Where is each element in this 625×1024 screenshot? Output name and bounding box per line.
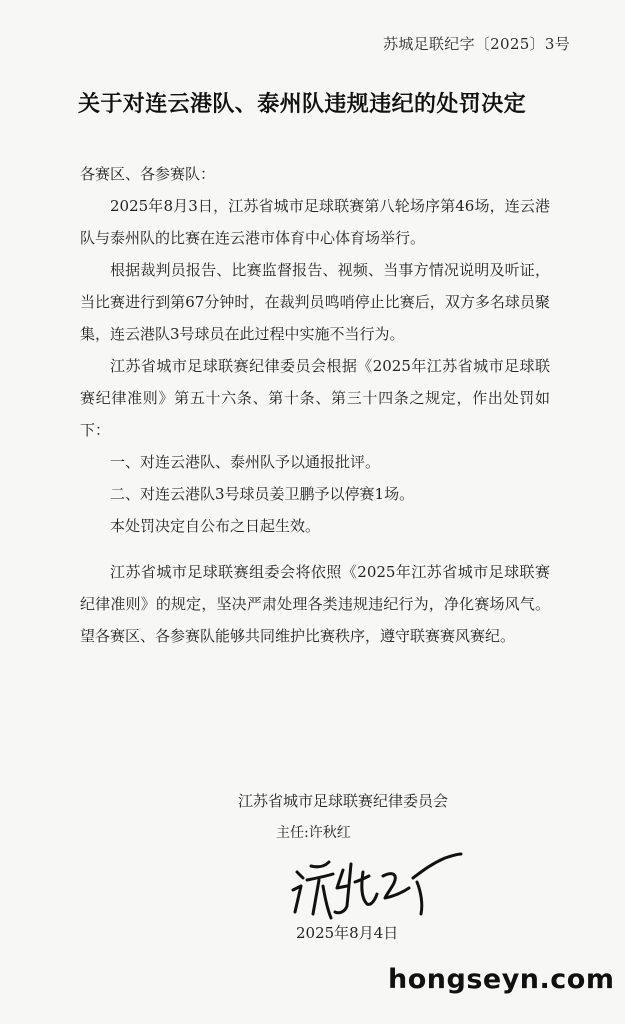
paragraph-ruling-basis: 江苏省城市足球联赛纪律委员会根据《2025年江苏省城市足球联赛纪律准则》第五十六条、第十条、第三十四条之规定，作出处罚如下：	[80, 357, 550, 439]
director-line: 主任:许秋红	[276, 825, 351, 841]
paragraph-effective: 本处罚决定自公布之日起生效。	[110, 517, 321, 535]
document-title: 关于对连云港队、泰州队违规违纪的处罚决定	[78, 91, 527, 117]
committee-name: 江苏省城市足球联赛纪律委员会	[238, 792, 449, 810]
salutation: 各赛区、各参赛队：	[80, 165, 216, 183]
paragraph-closing: 江苏省城市足球联赛组委会将依照《2025年江苏省城市足球联赛纪律准则》的规定，坚决严肃处理各类违规违纪行为，净化赛场风气。望各赛区、各参赛队能够共同维护比赛秩序，遵守联赛赛风赛纪。	[80, 563, 550, 645]
document-number: 苏城足联纪字〔2025〕3号	[383, 35, 570, 53]
watermark: hongseyn.com	[388, 964, 615, 995]
penalty-item-1: 一、对连云港队、泰州队予以通报批评。	[110, 453, 381, 471]
sign-date: 2025年8月4日	[296, 924, 399, 942]
paragraph-findings: 根据裁判员报告、比赛监督报告、视频、当事方情况说明及听证，当比赛进行到第67分钟时，在裁判员鸣哨停止比赛后，双方多名球员聚集，连云港队3号球员在此过程中实施不当行为。	[80, 261, 550, 343]
penalty-item-2: 二、对连云港队3号球员姜卫鹏予以停赛1场。	[110, 485, 415, 503]
document-body	[80, 158, 550, 652]
paragraph-incident-date: 2025年8月3日，江苏省城市足球联赛第八轮场序第46场，连云港队与泰州队的比赛在连云港市体育中心体育场举行。	[80, 197, 550, 247]
handwritten-signature	[285, 842, 465, 932]
